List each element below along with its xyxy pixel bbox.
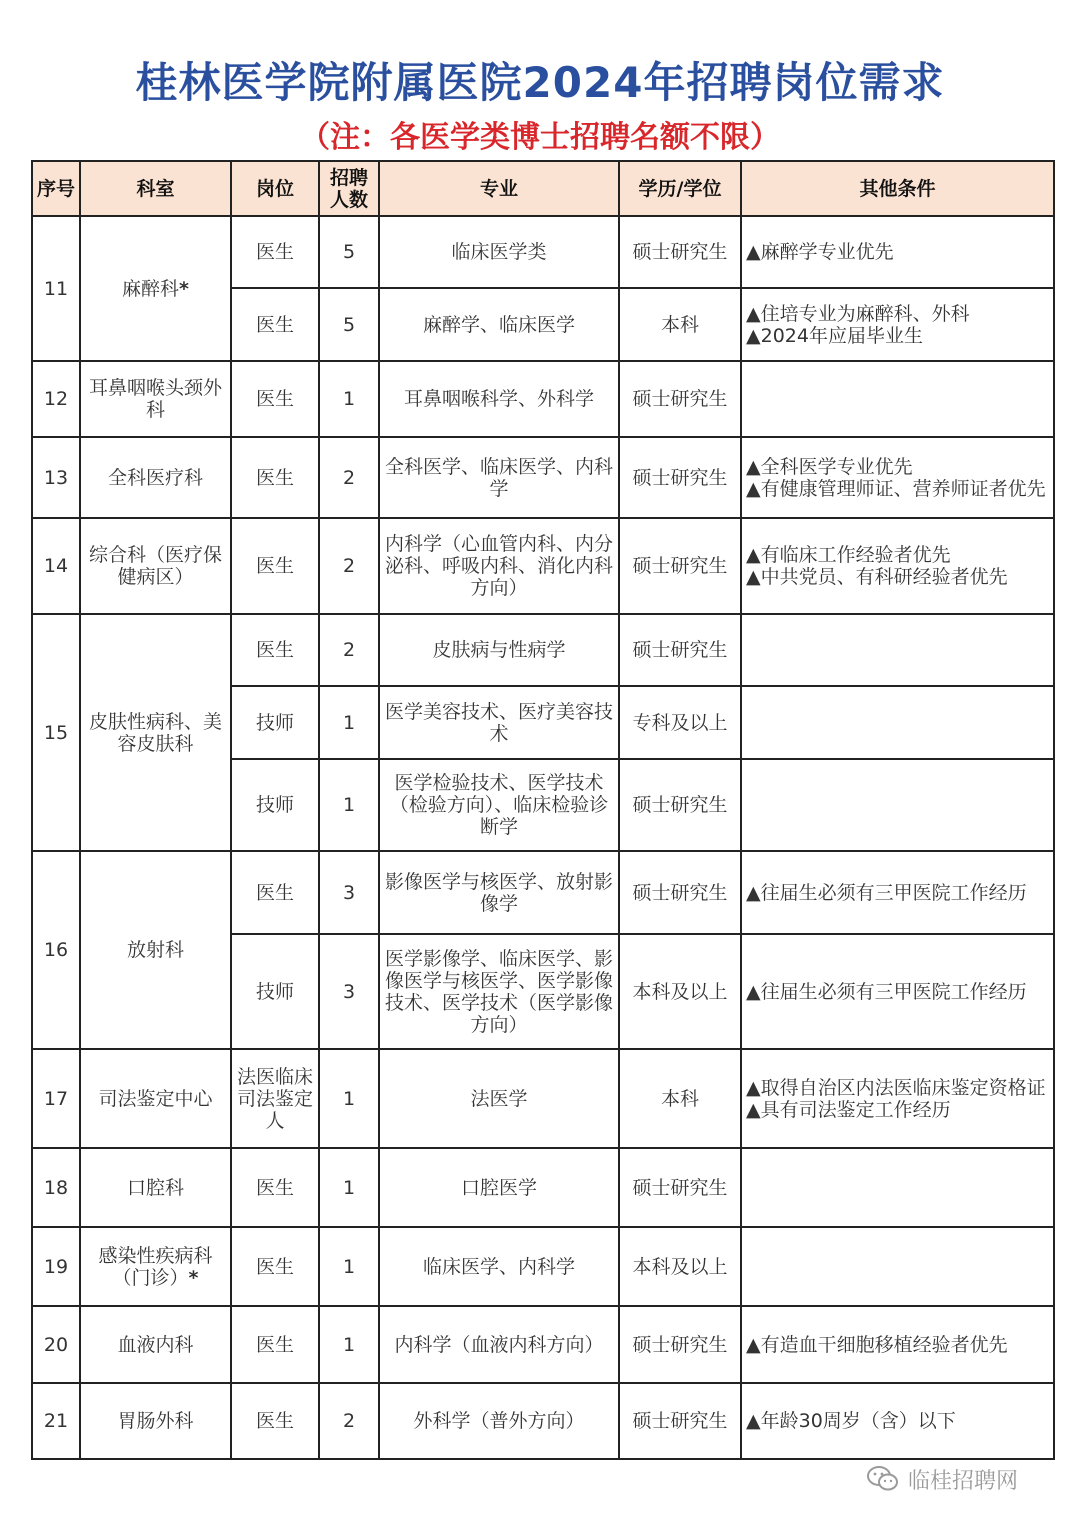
condition-line: ▲有临床工作经验者优先 [746,544,951,566]
cell-edu: 专科及以上 [619,686,741,759]
condition-line: ▲麻醉学专业优先 [746,241,894,263]
cell-seq: 18 [32,1148,80,1227]
cell-post: 医生 [231,1383,319,1459]
table-row [32,1049,1054,1148]
cell-edu: 本科及以上 [619,1227,741,1306]
dept-name: 麻醉科 [122,277,180,300]
cell-dept [80,614,231,851]
cell-post: 技师 [231,686,319,759]
cell-major: 内科学（心血管内科、内分泌科、呼吸内科、消化内科方向） [379,518,619,614]
cell-count: 2 [319,437,379,518]
cell-count: 5 [319,288,379,361]
header-edu: 学历/学位 [619,161,741,216]
recruitment-table [31,160,1055,1460]
page-subtitle: （注：各医学类博士招聘名额不限） [300,120,780,155]
watermark [866,1462,1056,1496]
cell-post: 医生 [231,614,319,686]
cell-count: 1 [319,1227,379,1306]
cell-edu: 硕士研究生 [619,361,741,437]
condition-line: ▲具有司法鉴定工作经历 [746,1098,951,1121]
cell-edu: 本科及以上 [619,934,741,1049]
cell-post: 医生 [231,1306,319,1383]
cell-edu: 硕士研究生 [619,437,741,518]
cell-conditions [741,288,1054,361]
cell-major: 皮肤病与性病学 [379,614,619,686]
cell-post: 医生 [231,1227,319,1306]
cell-edu: 硕士研究生 [619,216,741,288]
cell-major: 耳鼻咽喉科学、外科学 [379,361,619,437]
cell-count: 3 [319,851,379,934]
cell-edu: 硕士研究生 [619,1306,741,1383]
dept-name: 耳鼻咽喉头颈外科 [88,377,222,421]
cell-count: 1 [319,1049,379,1148]
cell-count: 3 [319,934,379,1049]
table-row [32,1383,1054,1459]
condition-line: ▲有造血干细胞移植经验者优先 [746,1333,1008,1356]
cell-conditions [741,1049,1054,1148]
cell-seq: 12 [32,361,80,437]
cell-post: 医生 [231,216,319,288]
cell-seq: 14 [32,518,80,614]
dept-name: 胃肠外科 [117,1410,194,1432]
header-post: 岗位 [231,161,319,216]
cell-count: 1 [319,686,379,759]
header-major: 专业 [379,161,619,216]
dept-star-mark: * [179,277,189,300]
dept-name: 放射科 [126,939,184,961]
cell-count: 2 [319,518,379,614]
cell-dept [80,1148,231,1227]
cell-conditions [741,1148,1054,1227]
cell-edu: 硕士研究生 [619,518,741,614]
table-row [32,614,1054,686]
cell-conditions [741,934,1054,1049]
cell-count: 2 [319,614,379,686]
cell-dept [80,216,231,361]
cell-major: 口腔医学 [379,1148,619,1227]
dept-name: 感染性疾病科（门诊） [98,1244,213,1289]
cell-conditions [741,1227,1054,1306]
cell-conditions [741,759,1054,851]
cell-major: 内科学（血液内科方向） [379,1306,619,1383]
condition-line: ▲住培专业为麻醉科、外科 [746,302,970,325]
cell-conditions [741,437,1054,518]
cell-post: 医生 [231,437,319,518]
cell-dept [80,518,231,614]
cell-edu: 硕士研究生 [619,759,741,851]
cell-major: 医学检验技术、医学技术（检验方向）、临床检验诊断学 [379,759,619,851]
cell-edu: 硕士研究生 [619,614,741,686]
header-count: 招聘人数 [319,161,379,216]
header-other: 其他条件 [741,161,1054,216]
cell-seq: 15 [32,614,80,851]
cell-dept [80,437,231,518]
cell-seq: 17 [32,1049,80,1148]
header-dept: 科室 [80,161,231,216]
cell-post: 法医临床司法鉴定人 [231,1049,319,1148]
cell-seq: 21 [32,1383,80,1459]
cell-major: 麻醉学、临床医学 [379,288,619,361]
condition-line: ▲往届生必须有三甲医院工作经历 [746,881,1027,904]
dept-star-mark: * [188,1266,199,1289]
cell-edu: 本科 [619,1049,741,1148]
cell-conditions [741,216,1054,288]
cell-seq: 13 [32,437,80,518]
cell-post: 医生 [231,288,319,361]
dept-name: 司法鉴定中心 [98,1087,213,1110]
condition-line: ▲中共党员、有科研经验者优先 [746,566,1008,588]
header-seq: 序号 [32,161,80,216]
table-row [32,1306,1054,1383]
cell-major: 医学影像学、临床医学、影像医学与核医学、医学影像技术、医学技术（医学影像方向） [379,934,619,1049]
cell-major: 全科医学、临床医学、内科学 [379,437,619,518]
cell-count: 1 [319,1148,379,1227]
cell-conditions [741,686,1054,759]
cell-conditions [741,361,1054,437]
table-row [32,1148,1054,1227]
dept-name: 全科医疗科 [107,466,203,489]
table-row [32,361,1054,437]
condition-line: ▲往届生必须有三甲医院工作经历 [746,980,1027,1003]
cell-major: 临床医学类 [379,216,619,288]
cell-post: 医生 [231,1148,319,1227]
cell-conditions [741,1306,1054,1383]
cell-conditions [741,614,1054,686]
table-row [32,851,1054,934]
table-row [32,518,1054,614]
dept-name: 口腔科 [126,1176,184,1199]
table-body [32,216,1054,1459]
cell-major: 影像医学与核医学、放射影像学 [379,851,619,934]
cell-count: 1 [319,759,379,851]
cell-count: 2 [319,1383,379,1459]
cell-major: 法医学 [379,1049,619,1148]
cell-conditions [741,1383,1054,1459]
cell-dept [80,1383,231,1459]
cell-post: 医生 [231,518,319,614]
cell-edu: 本科 [619,288,741,361]
cell-dept [80,1049,231,1148]
dept-name: 皮肤性病科、美容皮肤科 [88,710,222,755]
condition-line: ▲有健康管理师证、营养师证者优先 [746,477,1046,500]
cell-seq: 19 [32,1227,80,1306]
dept-name: 血液内科 [117,1333,194,1356]
table-row [32,437,1054,518]
condition-line: ▲全科医学专业优先 [746,455,913,478]
cell-dept [80,1227,231,1306]
table-header-row [32,161,1054,216]
cell-dept [80,1306,231,1383]
condition-line: ▲取得自治区内法医临床鉴定资格证 [746,1076,1046,1099]
page-title: 桂林医学院附属医院2024年招聘岗位需求 [135,58,945,107]
cell-conditions [741,851,1054,934]
cell-dept [80,361,231,437]
cell-post: 医生 [231,361,319,437]
cell-edu: 硕士研究生 [619,1383,741,1459]
wechat-icon [866,1464,900,1494]
cell-post: 技师 [231,759,319,851]
cell-dept [80,851,231,1049]
cell-seq: 16 [32,851,80,1049]
condition-line: ▲2024年应届毕业生 [746,324,923,347]
table-row [32,1227,1054,1306]
cell-count: 5 [319,216,379,288]
cell-major: 外科学（普外方向） [379,1383,619,1459]
cell-major: 临床医学、内科学 [379,1227,619,1306]
cell-conditions [741,518,1054,614]
cell-edu: 硕士研究生 [619,1148,741,1227]
table-row [32,216,1054,288]
dept-name: 综合科（医疗保健病区） [88,544,222,588]
cell-seq: 20 [32,1306,80,1383]
watermark-text: 临桂招聘网 [908,1468,1019,1494]
cell-post: 医生 [231,851,319,934]
condition-line: ▲年龄30周岁（含）以下 [746,1410,956,1432]
cell-count: 1 [319,1306,379,1383]
cell-seq: 11 [32,216,80,361]
cell-major: 医学美容技术、医疗美容技术 [379,686,619,759]
cell-post: 技师 [231,934,319,1049]
cell-count: 1 [319,361,379,437]
cell-edu: 硕士研究生 [619,851,741,934]
